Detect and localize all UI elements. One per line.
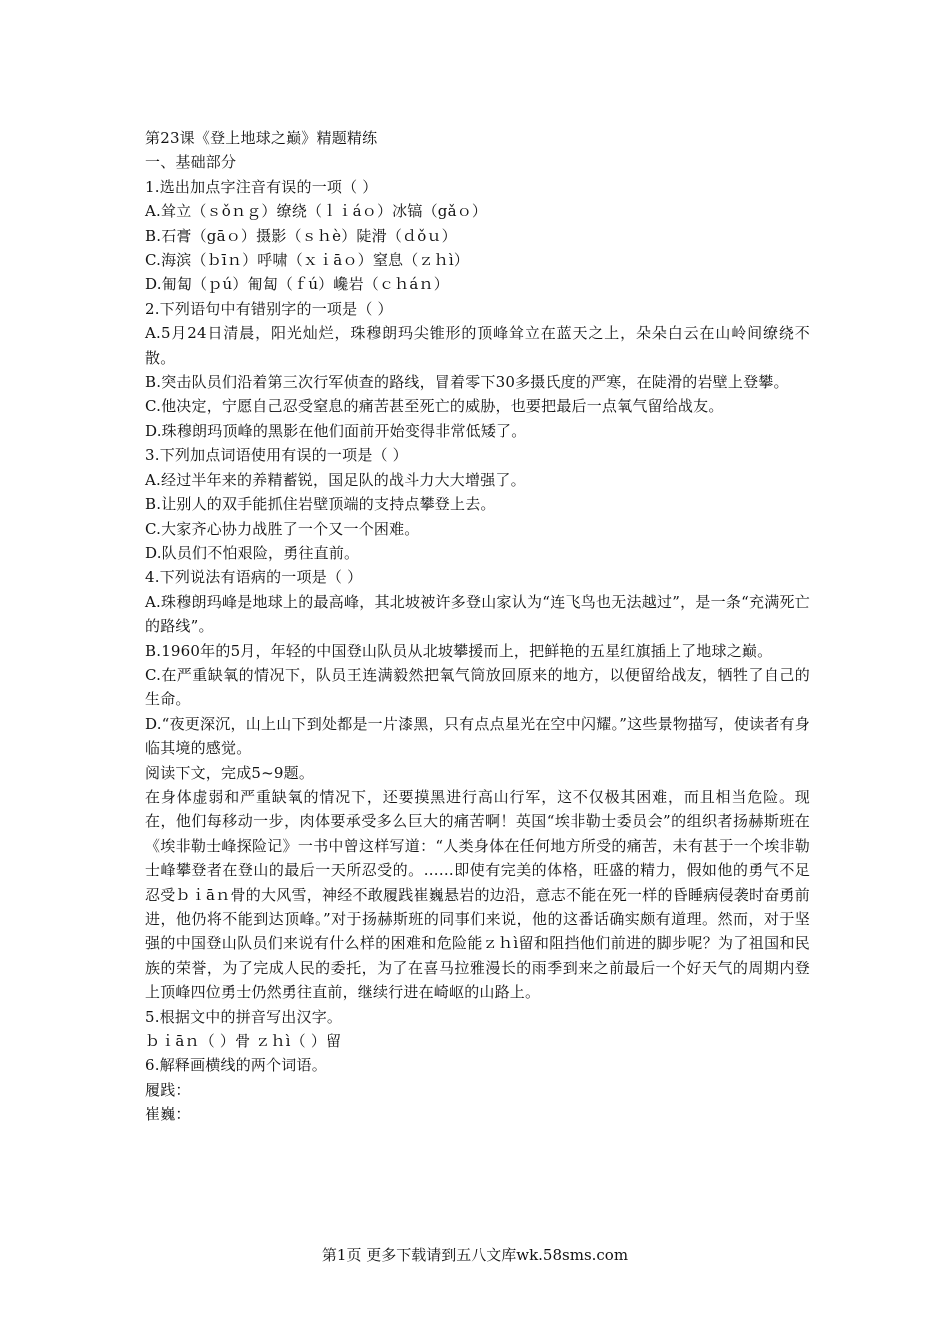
question-2-option-c: C.他决定，宁愿自己忍受窒息的痛苦甚至死亡的威胁，也要把最后一点氧气留给战友。: [145, 397, 724, 416]
page-footer: 第1页 更多下载请到五八文库wk.58sms.com: [321, 1246, 629, 1264]
question-3-option-c: C.大家齐心协力战胜了一个又一个困难。: [145, 519, 420, 538]
question-5-blanks: ｂｉāｎ（ ）骨 ｚｈì（ ）留: [145, 1032, 342, 1051]
section-heading: 一、基础部分: [145, 153, 237, 172]
question-4-option-c: C.在严重缺氧的情况下，队员王连满毅然把氧气筒放回原来的地方，以便留给战友，牺牲了自己的生命。: [145, 665, 810, 709]
question-3-option-d: D.队员们不怕艰险，勇往直前。: [145, 543, 360, 562]
question-5-stem: 5.根据文中的拼音写出汉字。: [145, 1007, 343, 1026]
question-4-option-b: B.1960年的5月，年轻的中国登山队员从北坡攀援而上，把鲜艳的五星红旗插上了地球之巅。: [145, 641, 773, 660]
question-6-item-2: 崔巍：: [145, 1105, 191, 1124]
reading-passage: 在身体虚弱和严重缺氧的情况下，还要摸黑进行高山行军，这不仅极其困难，而且相当危险。现在，他们每移动一步，肉体要承受多么巨大的痛苦啊！英国“埃非勒士委员会”的组织者扬赫斯班在《埃非勒士峰探险记》一书中曾这样写道：“人类身体在任何地方所受的痛苦，未有甚于一个埃非勒士峰攀登者在登山的最后一天所忍受的。……即使有完美的体格，旺盛的精力，假如他的勇气不足忍受ｂｉāｎ骨的大风雪，神经不敢履践崔巍悬岩的边沿，意志不能在死一样的昏睡病侵袭时奋勇前进，他仍将不能到达顶峰。”对于扬赫斯班的同事们来说，他的这番话确实颇有道理。然而，对于坚强的中国登山队员们来说有什么样的困难和危险能ｚｈì留和阻挡他们前进的脚步呢？为了祖国和民族的荣誉，为了完成人民的委托，为了在喜马拉雅漫长的雨季到来之前最后一个好天气的周期内登上顶峰四位勇士仍然勇往直前，继续行进在崎岖的山路上。: [145, 787, 810, 1002]
question-6-item-1: 履践：: [145, 1080, 191, 1099]
question-1-option-b: B.石膏（gāｏ）摄影（ｓｈè）陡滑（ｄǒｕ）: [145, 226, 457, 245]
question-4-option-a: A.珠穆朗玛峰是地球上的最高峰，其北坡被许多登山家认为“连飞鸟也无法越过”，是一条“充满死亡的路线”。: [145, 592, 810, 636]
question-3-option-a: A.经过半年来的养精蓄锐，国足队的战斗力大大增强了。: [145, 470, 526, 489]
question-1-option-a: A.耸立（ｓǒｎｇ）缭绕（ｌｉáｏ）冰镐（gǎｏ）: [145, 202, 488, 221]
question-1-option-c: C.海滨（ｂīｎ）呼啸（ｘｉāｏ）窒息（ｚｈì）: [145, 251, 470, 270]
question-3-stem: 3.下列加点词语使用有误的一项是（ ）: [145, 446, 408, 465]
question-2-stem: 2.下列语句中有错别字的一项是（ ）: [145, 299, 393, 318]
question-4-stem: 4.下列说法有语病的一项是（ ）: [145, 568, 363, 587]
question-1-stem: 1.选出加点字注音有误的一项（ ）: [145, 177, 378, 196]
reading-intro: 阅读下文，完成5~9题。: [145, 763, 315, 782]
question-2-option-a: A.5月24日清晨，阳光灿烂，珠穆朗玛尖锥形的顶峰耸立在蓝天之上，朵朵白云在山岭间缭绕不散。: [145, 324, 810, 367]
document-title: 第23课《登上地球之巅》精题精练: [145, 129, 378, 147]
document-body: [145, 126, 810, 1127]
question-2-option-b: B.突击队员们沿着第三次行军侦查的路线，冒着零下30多摄氏度的严寒，在陡滑的岩壁上登攀。: [145, 373, 789, 392]
question-4-option-d: D.“夜更深沉，山上山下到处都是一片漆黑，只有点点星光在空中闪耀。”这些景物描写，使读者有身临其境的感觉。: [145, 714, 810, 758]
question-6-stem: 6.解释画横线的两个词语。: [145, 1056, 327, 1075]
question-3-option-b: B.让别人的双手能抓住岩壁顶端的支持点攀登上去。: [145, 495, 496, 514]
question-1-option-d: D.匍匐（ｐú）匍匐（ｆú）巉岩（ｃｈáｎ）: [145, 275, 449, 294]
question-2-option-d: D.珠穆朗玛顶峰的黑影在他们面前开始变得非常低矮了。: [145, 421, 527, 440]
